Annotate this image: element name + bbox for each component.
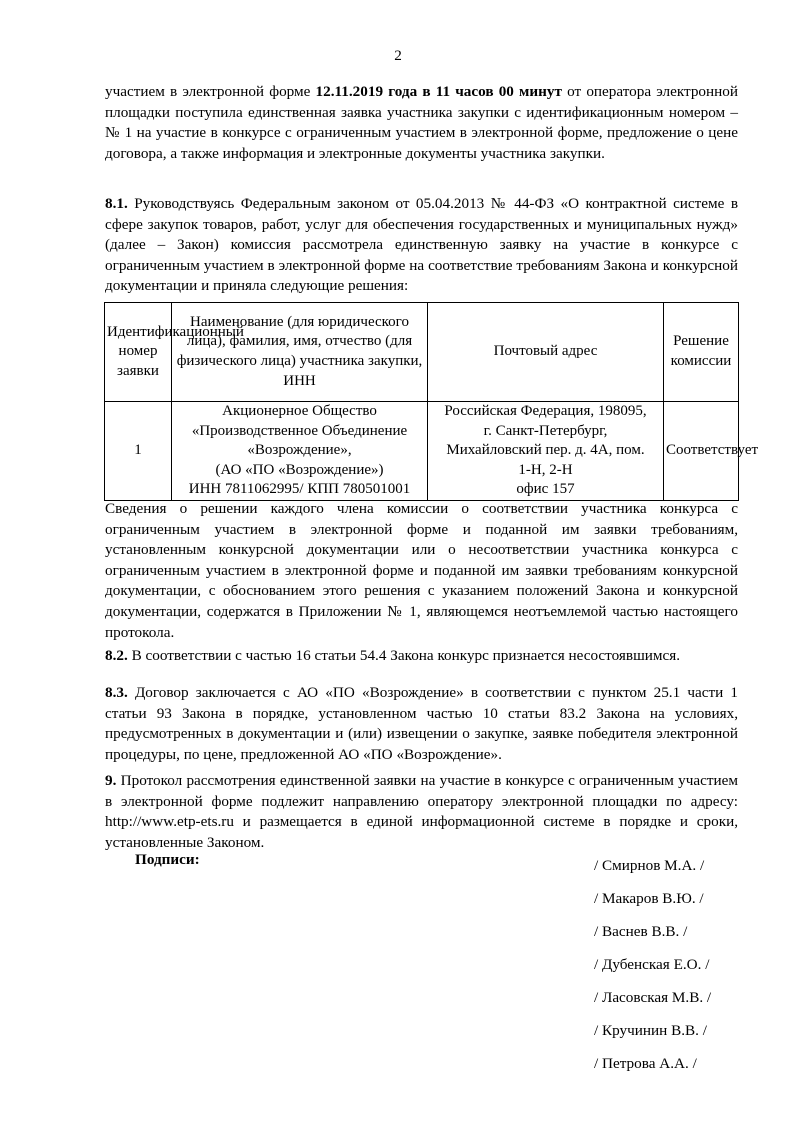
signature-line: / Дубенская Е.О. /: [594, 956, 710, 973]
intro-paragraph: [105, 82, 738, 164]
signature-line: / Кручинин В.В. /: [594, 1022, 707, 1039]
address-line: г. Санкт-Петербург,: [483, 422, 608, 439]
name-line: ИНН 7811062995/ КПП 780501001: [188, 481, 411, 498]
section-8-3-text: Договор заключается с АО «ПО «Возрождение» в соответствии с пунктом 25.1 части 1 статьи 93 Закона в порядке, установленном частью 10 статьи 83.2 Закона на условиях, предусмотренных в документации и (или) извещении о закупке, заявке победителя электронной процедуры, по цене, предложенной АО «ПО «Возрождение».: [105, 684, 738, 763]
section-8-1-number: 8.1.: [105, 195, 128, 212]
header-application-id: Идентификационный номер заявки: [105, 303, 172, 402]
cell-participant-name: [172, 402, 428, 501]
commission-info-text: Сведения о решении каждого члена комиссии о соответствии участника конкурса с ограниченным участием в электронной форме и поданной им заявки требованиям, установленным конкурсной документации или о несоответствии участника конкурса с ограниченным участием в электронной форме и поданной им заявки требованиям конкурсной документации, с обоснованием этого решения с указанием положений Закона и конкурсной документации, содержатся в Приложении № 1, являющемся неотъемлемой частью настоящего протокола.: [105, 500, 738, 641]
name-line: (АО «ПО «Возрождение»): [215, 461, 384, 478]
section-8-2-text: В соответствии с частью 16 статьи 54.4 Закона конкурс признается несостоявшимся.: [127, 647, 681, 664]
commission-info-paragraph: [105, 499, 738, 643]
table-header-row: [105, 303, 739, 402]
signatures-title: Подписи:: [135, 851, 200, 868]
section-8-2: [105, 646, 738, 667]
name-line: «Возрождение»,: [247, 442, 352, 459]
section-9-text: Протокол рассмотрения единственной заявки на участие в конкурсе с ограниченным участием в электронной форме подлежит направлению оператору электронной площадки по адресу: http://www.etp-ets.ru и размещается в единой информационной системе в порядке и сроки, установленные Законом.: [105, 772, 738, 851]
signature-line: / Петрова А.А. /: [594, 1055, 697, 1072]
table-row: [105, 402, 739, 501]
signature-list: [594, 856, 711, 1087]
decision-table: [104, 302, 759, 501]
address-line: офис 157: [516, 481, 575, 498]
cell-application-id: 1: [105, 402, 172, 501]
intro-date: 12.11.2019 года в 11 часов 00 минут: [315, 83, 562, 100]
signature-line: / Смирнов М.А. /: [594, 857, 705, 874]
cell-decision: Соответствует: [664, 402, 739, 501]
header-postal-address: Почтовый адрес: [428, 303, 664, 402]
address-line: Российская Федерация, 198095,: [444, 403, 647, 419]
signature-line: / Макаров В.Ю. /: [594, 890, 704, 907]
section-8-3-number: 8.3.: [105, 684, 128, 701]
cell-postal-address: [428, 402, 664, 501]
name-line: «Производственное Объединение: [191, 422, 408, 439]
section-9-number: 9.: [105, 772, 117, 789]
name-line: Акционерное Общество: [222, 403, 377, 419]
section-8-3: [105, 683, 738, 765]
address-line: 1-Н, 2-Н: [518, 461, 573, 478]
section-8-2-number: 8.2.: [105, 647, 128, 664]
section-8-1-text: Руководствуясь Федеральным законом от 05.04.2013 № 44-ФЗ «О контрактной системе в сфере закупок товаров, работ, услуг для обеспечения государственных и муниципальных нужд» (далее – Закон) комиссия рассмотрела единственную заявку на участие в конкурсе с ограниченным участием в электронной форме на соответствие требованиям Закона и конкурсной документации и приняла следующие решения:: [105, 195, 738, 295]
section-8-1: [105, 194, 738, 297]
page-number: 2: [394, 47, 402, 64]
address-line: Михайловский пер. д. 4А, пом.: [446, 442, 645, 459]
signature-line: / Ласовская М.В. /: [594, 989, 712, 1006]
intro-text-b: от оператора электронной площадки поступила единственная заявка участника закупки с идентификационным номером – № 1 на участие в конкурсе с ограниченным участием в электронной форме, предложение о цене договора, а также информация и электронные документы участника закупки.: [105, 83, 738, 162]
header-participant-name: Наименование (для юридического лица), фамилия, имя, отчество (для физического лица) участника закупки, ИНН: [172, 303, 428, 402]
intro-text-a: участием в электронной форме: [105, 83, 316, 100]
header-commission-decision: Решение комиссии: [664, 303, 739, 402]
section-9: [105, 771, 738, 853]
signature-line: / Васнев В.В. /: [594, 923, 688, 940]
